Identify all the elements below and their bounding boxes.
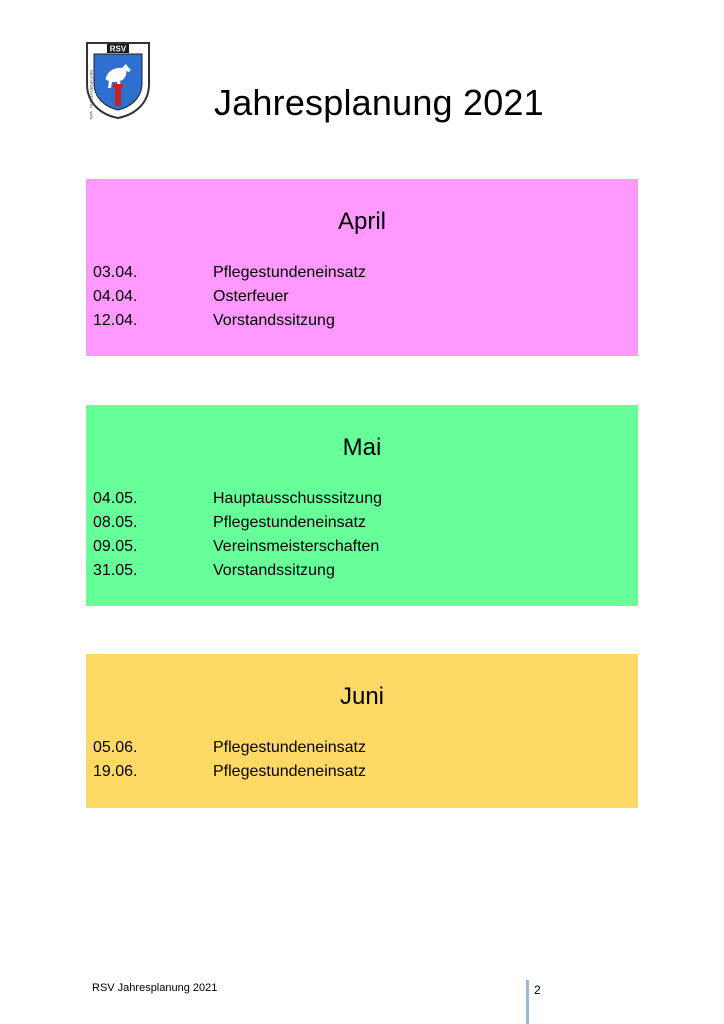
month-title: April (337, 208, 386, 235)
month-box-april (86, 179, 638, 356)
page-title: Jahresplanung 2021 (214, 82, 544, 123)
event-date: 19.06. (93, 763, 138, 780)
event-text: Osterfeuer (213, 288, 289, 305)
event-date: 04.05. (93, 490, 138, 507)
event-date: 09.05. (93, 538, 138, 555)
footer-divider (526, 980, 529, 1024)
event-date: 05.06. (93, 739, 138, 756)
event-text: Pflegestundeneinsatz (213, 739, 366, 756)
event-date: 04.04. (93, 288, 138, 305)
event-date: 08.05. (93, 514, 138, 531)
event-date: 12.04. (93, 312, 138, 329)
footer-text: RSV Jahresplanung 2021 (92, 982, 218, 994)
logo-text-ring: REITSPORTVEREIN · WOLFENBÜTTEL e.V. (89, 70, 94, 120)
event-text: Vorstandssitzung (213, 562, 335, 579)
event-text: Pflegestundeneinsatz (213, 763, 366, 780)
month-box-juni (86, 654, 638, 808)
event-text: Pflegestundeneinsatz (213, 514, 366, 531)
month-title: Mai (342, 434, 382, 461)
page-number: 2 (534, 983, 541, 997)
month-box-mai (86, 405, 638, 606)
event-date: 31.05. (93, 562, 138, 579)
event-text: Vereinsmeisterschaften (213, 538, 380, 555)
logo-text-top: RSV (109, 44, 127, 54)
event-text: Vorstandssitzung (213, 312, 335, 329)
event-text: Hauptausschusssitzung (213, 490, 382, 507)
club-logo (84, 40, 152, 120)
month-title: Juni (339, 683, 385, 710)
event-date: 03.04. (93, 264, 138, 281)
event-text: Pflegestundeneinsatz (213, 264, 366, 281)
